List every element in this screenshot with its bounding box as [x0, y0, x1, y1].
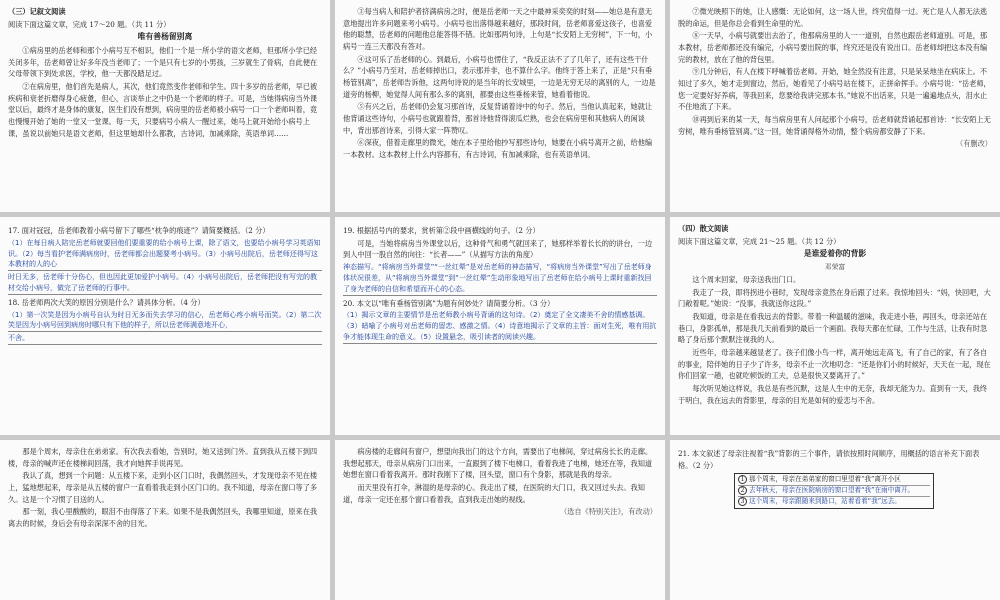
paragraph: 我认了真，想到一个问题：从五楼下来，走到小区门口时，我偶然回头，才发现母亲不见在楼上，猛地想起来，母亲是从五楼的窗户一直看着我走到小区门口的。我不知道，母亲在窗口等了多久。这是一个习惯了目送的人。: [8, 471, 318, 504]
paragraph: 近些年，母亲越来越显老了。孩子们像小鸟一样，离开她远走高飞，有了自己的家，有了各自的事业，陪伴她的日子少了许多，母亲不止一次地叨念：“还是你们小的时候好，天天在一起，现在你们回家一趟，也就吃顿饭的工夫，总是很快又要离开了。”: [678, 347, 991, 381]
panel-essay-middle: [0, 440, 330, 600]
paragraph: ⑧一天早，小病号就要出去治了，他那病房里的人一一道别，自然也跟岳老师道别。可是，那本教材，岳老师都还没有编完，小病号要出院的事，终究还是没有说出口。岳老师却把这本没有编完的教材，放在了他的背包里。: [678, 31, 988, 64]
answer-18-line: 不舍。: [8, 333, 322, 345]
section-heading: （三）记叙文阅读: [8, 7, 66, 16]
paragraph: 我走了一段，即将拐进小巷时，发现母亲竟然在身后跟了过来。我惊地回头：“妈，快回吧，大门敞着呢。”她说：“没事，我就送你这段。”: [678, 287, 991, 309]
instructions: 阅读下面这篇文章，完成 17～20 题。（共 11 分）: [8, 19, 171, 29]
paragraph: ③每当病人和陪护者挤满病房之时，便是岳老师一天之中最神采奕奕的时刻——她总是有意无意地提出许多问题来考小病号。小病号也出落得越来越好，那段时间，岳老师喜爱这孩子，也喜爱他的聪慧，岳老师的问题他总能答得不错。比如那两句诗，上句是“长安陌上无穷树”，下一句，小病号一连三天都没有答对。: [343, 7, 653, 51]
panel-essay-start: [670, 217, 1000, 435]
event-table: [734, 473, 934, 509]
event-row: [738, 497, 930, 507]
panel-questions-19-20: [335, 217, 665, 435]
event-text-handwritten: 这个周末，母亲跟随来到路口，站着看着“我”远去。: [749, 497, 901, 506]
answer-19-line: 神态描写。“将病房当外课堂”“一丝红晕”是对岳老师的神态描写，“将病房当外课堂”写出了岳老师身体状况很差，从“将病房当外课堂”到“一丝红晕”生动形象地写出了岳老师在给小病号上课时重新找回了身为老师的自信和希望而开心的心态。: [343, 262, 657, 296]
answer-17-line: （1）在每日病人陪完岳老师就要回他们要重要的给小病号上课，除了语文，也要给小病号学习英语知识。（2）每当看护老师满病房时，岳老师都会出题要考小病号。（3）小病号出院后，岳老师还得写这本教材的人的心: [8, 238, 322, 272]
event-number: 3: [738, 497, 747, 506]
author-name: 邓荣富: [824, 262, 846, 271]
source-note: （选自《特别关注》，有改动）: [559, 507, 657, 517]
paragraph: ④这可乐了岳老师的心。到最后，小病号也愣住了，“我反正法不了了几年了，还有这些干什么？”小病号乃至对，岳老师掉出口，表示那并非，也不算什么字。他终于答上来了，正是“只有垂杨管别离”，岳老师告诉他，这两句诗说的是当年的长安城里，一边是无穷无尽的离别的人，一边是道旁的杨柳，她觉得人间有那么多的离别，都要由这些垂杨来管，她看着他说。: [343, 54, 656, 99]
panel-story-middle: [335, 0, 665, 212]
article-title: 唯有善杨留别离: [137, 32, 193, 42]
question-21: 21. 本文叙述了母亲注视着“我”背影的三个事件，请依按照时间顺序，用概括的语言补充下面表格。（2 分）: [678, 449, 980, 470]
event-row: [738, 486, 930, 497]
answer-18-line: （1）第一次笑是因为小病号自认为时日无多而失去学习的信心，岳老师心疼小病号而笑。（2）第二次笑是因为小病号回到病房时哪只有下他的样子，所以岳老师满意地开心，: [8, 310, 322, 333]
quoted-sentence: 可是，当她将病房当外课堂以后，这种骨气和勇气就回来了，她那样举着长长的的讲台，一边到人中回一股自然的向往：“长者——”（从描写方法的角度）: [343, 238, 653, 260]
paragraph: 我知道，母亲是在看我远去的背影。带着一种温暖的滋味，我走进小巷，再回头，母亲还站在巷口，身影孤单，那是我几天前看到的最后一个画面。我每天都在忙碌，工作与生活，让我有时忽略了身后那个默默注视我的人。: [678, 311, 988, 345]
event-row: [738, 475, 930, 486]
panel-story-start: [0, 0, 330, 212]
paragraph: ⑩再到后来的某一天，每当病房里有人问起那个小病号，岳老师就背诵起那首诗：“长安陌上无穷树，唯有垂杨管别离。”这一回，她背诵得格外动情，整个病房都安静了下来。: [678, 114, 991, 136]
question-19: 19. 根据括号内的要求，赏析第②段中画横线的句子。（2 分）: [343, 226, 540, 235]
paragraph: 病房楼的走廊间有窗户，想望向我出门的这个方向，需要出了电梯间，穿过病房长长的走廊。我想起那天，母亲从病房门口出来，一直跟到了楼下电梯口，看着我进了电梯，她还在等，我知道她想在窗口看着我离开。那时我刚下了楼，回头望，窗口有个身影，那就是我的母亲。: [343, 447, 653, 480]
section-heading: （四）散文阅读: [678, 224, 729, 233]
event-number: 1: [738, 475, 747, 484]
paragraph: ⑦微光映照下的她，让人感慨：无论如何，这一场人世，终究值得一过。死亡是人人都无法逃脱的命运，但是你总会看到生命里的光。: [678, 7, 988, 28]
panel-essay-end: [335, 440, 665, 600]
paragraph: ⑥深夜，借着走廊里的微光，她在本子里给他抄写那些诗句，她要在小病号离开之前，给他编一本教材。这本教材上什么内容都有，有古诗词，有加减乘除，也有英语单词。: [343, 138, 653, 159]
paragraph: 而天里没有打伞，淋湿的是母亲的心。我走出了楼，在医院的大门口，我又回过头去。我知道，母亲一定还在那个窗口看着我，直到我走出她的视线。: [343, 482, 645, 504]
paragraph: 这个周末回家，母亲送我出门口。: [692, 274, 801, 284]
paragraph: 那是个周末，母亲住在弟弟家。有次我去看她，告别时，她又送到门外。直到我从五楼下到四楼，母亲的喊声还在楼梯间回荡，我才向她挥手说再见。: [8, 447, 318, 468]
article-title: 是谁爱着你的背影: [803, 249, 867, 259]
panel-story-end: [670, 0, 1000, 212]
question-18: 18. 岳老师两次大笑的原因分别是什么？请具体分析。（4 分）: [8, 297, 205, 307]
event-text-handwritten: 去年秋天，母亲在医院病房的窗口望着“我”在雨中离开。: [749, 486, 915, 495]
question-17: 17. 面对冠冠，岳老师教着小病号留下了哪些“枕争的痕迹”？请简要概括。（2 分）: [8, 226, 270, 235]
panel-questions-17-18: [0, 217, 330, 435]
answer-20-line: （1）揭示文章的主要情节是岳老师教小病号背诵的这句诗。（2）奠定了全文凄美不舍的情感基调。（3）暗喻了小病号对岳老师的留恋、感激之情。（4）诗意地揭示了文章的主旨：面对生死，唯有用抗争才能体现生命的意义。（5）设置悬念，吸引读者的阅读兴趣。: [343, 310, 657, 344]
paragraph: ⑤有兴之后，岳老师仍会复习那首诗，反复背诵着诗中的句子。然后，当他认真起来，她就让他背诵这些诗句，小病号也就跟着背，那首诗他背得滚瓜烂熟，也会在病房里和其他病人的闲谈中，背出那首诗来，引得大家一阵赞叹。: [343, 102, 653, 135]
paragraph: ②在病房里，他们首先是病人，其次，他们竟然变作老师和学生。四十多岁的岳老师，早已被疾病和衰老折磨得身心疲惫，但心，言谈举止之中仍是一个老师的样子。可是，当她得病房当外课堂以后，最终才是身体的康复，医生们没有想到，病房里的岳老师被小病号一口一个老师叫着，竟也慢慢开始了她的一堂又一堂课。每一天，只要病号小病人一醒过来，她马上就开始给小病号上课，虽说以前她只是语文老师，但这里她却什么都教，古诗词，加减乘除，英语单词……: [8, 81, 318, 138]
paragraph: ①病房里的岳老师和那个小病号互不相识，他们一个是一所小学的语文老师，但那所小学已经关闭多年，岳老师曾让好多年没当老师了；一个是只有七岁的小男孩，三岁就生了骨病，自此便在父母带领下到处求医，学校，他一天都没踏足过。: [8, 45, 318, 79]
question-20: 20. 本文以“唯有垂杨管别离”为题有何妙处？请简要分析。（3 分）: [343, 298, 555, 308]
paragraph: 那一刻，我心里酸酸的，眼泪不由得落了下来。如果不是我偶然回头，我哪里知道，原来在我离去的时候，身后会有母亲深深不舍的目光。: [8, 507, 318, 528]
event-number: 2: [738, 486, 747, 495]
paragraph: 每次听见她这样说，我总是有些沉默，这是人生中的无奈，我却无能为力。直到有一天，我终于明白，我在远去的背影里，母亲的目光是如何的爱恋与不舍。: [678, 383, 988, 405]
answer-17-line: 时日无多，岳老师十分伤心，但也因此更加爱护小病号。（4）小病号出院后，岳老师把没有写完的教材交给小病号，做完了岳老师的行事中。: [8, 272, 322, 295]
instructions: 阅读下面这篇文章，完成 21～25 题。（共 12 分）: [678, 236, 841, 246]
paragraph: ⑨几分钟后，有人在楼下呼喊着岳老师。开始，她全然没有注意，只是呆呆地坐在病床上。不知过了多久，她才走到窗边，然后，她看见了小病号站在楼下，正拼命挥手。小病号说：“岳老师，您一定要好好养病，等我回来，您要给我讲完那本书。”她说不出话来，只是一遍遍地点头，泪水止不住地流了下来。: [678, 67, 991, 112]
source-note: （有删改）: [956, 139, 992, 149]
event-text: 那个周末，母亲在弟弟家的窗口里望着“我”离开小区: [749, 475, 901, 484]
panel-question-21: [670, 440, 1000, 600]
